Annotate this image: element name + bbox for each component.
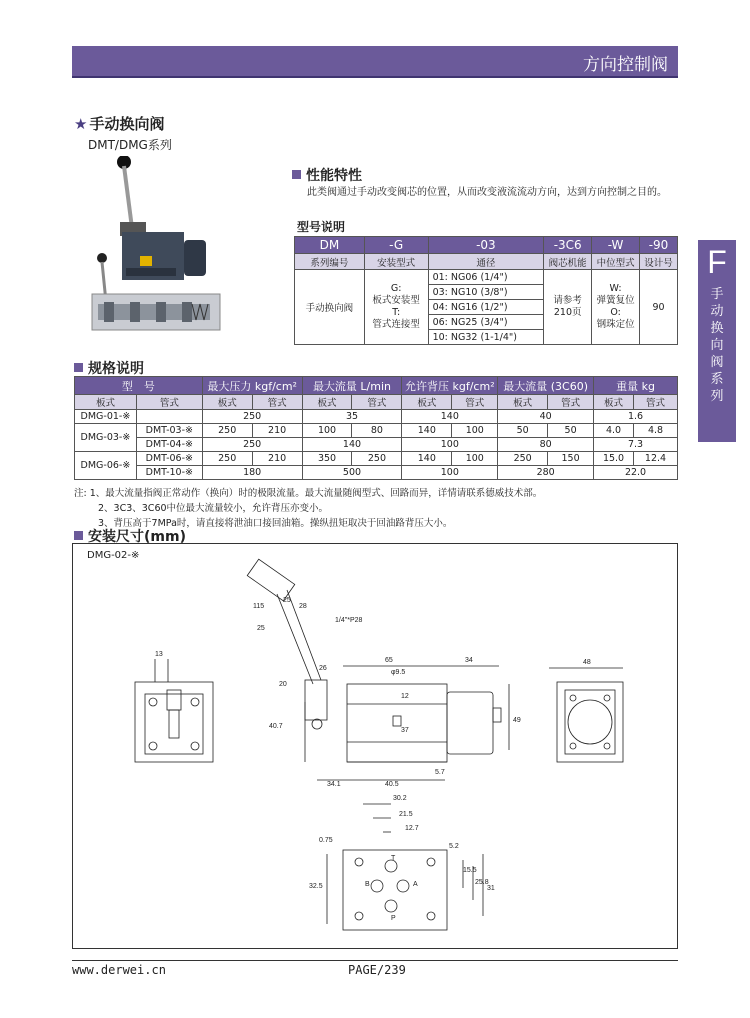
dim-label: 21.5	[399, 811, 413, 818]
side-tab	[698, 240, 736, 442]
drawing-svg	[73, 544, 677, 948]
notes	[74, 486, 542, 531]
size-cell: 03: NG10 (3/8")	[428, 285, 544, 300]
spec-cell: 140	[402, 452, 452, 466]
spec-subheader: 管式	[548, 395, 594, 410]
spec-cell: 4.0	[594, 424, 634, 438]
product-title-row	[74, 113, 164, 134]
footer-page: PAGE/239	[348, 963, 406, 977]
right-view-body	[557, 682, 623, 762]
spec-subheader: 板式	[594, 395, 634, 410]
label-cell: 中位型式	[592, 254, 640, 270]
port-label: P	[391, 915, 396, 922]
dim-label: 12	[401, 693, 409, 700]
product-series: DMT/DMG系列	[88, 138, 172, 152]
spec-cell: DMT-04-※	[136, 438, 202, 452]
spec-subheader: 板式	[202, 395, 252, 410]
label-cell: 阀芯机能	[544, 254, 592, 270]
spec-cell: 350	[302, 452, 352, 466]
features-text: 此类阀通过手动改变阀芯的位置，从而改变液流流动方向，达到方向控制之目的。	[307, 187, 667, 198]
spec-subheader: 管式	[136, 395, 202, 410]
header-bar	[72, 46, 678, 78]
spec-cell: 50	[498, 424, 548, 438]
dim-label: 20	[279, 681, 287, 688]
dim-label: 32.5	[309, 883, 323, 890]
spec-subheader: 管式	[634, 395, 678, 410]
dim-label: 28	[299, 603, 307, 610]
mount-line: 管式连接型	[372, 319, 420, 330]
model-code-table	[294, 236, 678, 345]
dim-label: 25.8	[475, 879, 489, 886]
spec-cell	[136, 410, 202, 424]
dim-label: 30.2	[393, 795, 407, 802]
center-cell	[592, 270, 640, 345]
dimensions-title: 安装尺寸(mm)	[88, 529, 186, 545]
spec-cell: 140	[302, 438, 402, 452]
dim-label: 5.2	[449, 843, 459, 850]
spec-header: 最大压力 kgf/cm²	[202, 377, 302, 395]
dim-label: φ9.5	[391, 669, 406, 676]
mount-cell	[364, 270, 428, 345]
label-cell: 系列编号	[295, 254, 365, 270]
dim-label: 1/4"*P28	[335, 617, 363, 624]
spec-cell: 250	[352, 452, 402, 466]
spec-subheader: 管式	[452, 395, 498, 410]
label-cell: 安装型式	[364, 254, 428, 270]
spec-header: 重量 kg	[594, 377, 678, 395]
star-icon: ★	[74, 115, 88, 133]
spec-cell: DMT-06-※	[136, 452, 202, 466]
spool-line: 210页	[553, 307, 582, 318]
section-marker-icon	[74, 531, 83, 540]
footer-website: www.derwei.cn	[72, 963, 166, 977]
spec-cell: DMG-01-※	[75, 410, 137, 424]
mount-line: T:	[392, 307, 401, 318]
spec-cell: 100	[452, 452, 498, 466]
spec-cell: 100	[302, 424, 352, 438]
code-cell: -03	[428, 237, 544, 254]
spec-subheader: 板式	[498, 395, 548, 410]
page-category-title: 方向控制阀	[583, 55, 668, 75]
spec-cell: 140	[402, 424, 452, 438]
spec-cell: 1.6	[594, 410, 678, 424]
spec-subheader: 管式	[252, 395, 302, 410]
dim-label: 5.7	[435, 769, 445, 776]
spec-cell: 250	[498, 452, 548, 466]
spec-cell: 100	[452, 424, 498, 438]
spec-title: 规格说明	[88, 361, 144, 377]
spec-cell: 22.0	[594, 466, 678, 480]
spec-cell: 140	[402, 410, 498, 424]
spec-cell: 35	[302, 410, 402, 424]
size-cell: 04: NG16 (1/2")	[428, 300, 544, 315]
spool-line: 请参考	[553, 295, 582, 306]
features-title-row	[292, 165, 362, 185]
code-cell: -90	[640, 237, 678, 254]
spec-cell: 80	[352, 424, 402, 438]
spec-cell: 250	[202, 452, 252, 466]
product-photo	[84, 156, 244, 338]
spec-title-row	[74, 358, 144, 378]
note-line: 2、3C3、3C60中位最大流量较小，允许背压亦变小。	[98, 503, 329, 514]
spec-cell: 80	[498, 438, 594, 452]
spec-cell: 50	[548, 424, 594, 438]
spec-cell: 280	[498, 466, 594, 480]
spec-cell: 150	[548, 452, 594, 466]
dim-label: 26	[319, 665, 327, 672]
size-cell: 06: NG25 (3/4")	[428, 315, 544, 330]
spec-cell: DMG-06-※	[75, 452, 137, 480]
spec-subheader: 板式	[402, 395, 452, 410]
model-label-row	[295, 254, 678, 270]
dim-label: 25	[283, 597, 291, 604]
spec-cell: 500	[302, 466, 402, 480]
spec-row	[75, 466, 678, 480]
port-label: B	[365, 881, 370, 888]
spec-cell: 100	[402, 438, 498, 452]
product-title: 手动换向阀	[89, 115, 165, 133]
spec-row	[75, 410, 678, 424]
note-line: 3、背压高于7MPa时，请直接将泄油口接回油箱。操纵扭矩取决于回油路背压大小。	[98, 518, 453, 529]
spec-row	[75, 438, 678, 452]
dim-label: 40.7	[269, 723, 283, 730]
dim-label: 25	[257, 625, 265, 632]
code-cell: DM	[295, 237, 365, 254]
spec-cell: 4.8	[634, 424, 678, 438]
spec-header: 最大流量 L/min	[302, 377, 402, 395]
dim-label: 34	[465, 657, 473, 664]
dim-label: 0.75	[319, 837, 333, 844]
section-marker-icon	[292, 170, 301, 179]
features-title: 性能特性	[306, 168, 362, 184]
mount-line: G:	[390, 283, 402, 294]
center-line: W:	[609, 283, 622, 294]
code-cell: -3C6	[544, 237, 592, 254]
spec-cell: 40	[498, 410, 594, 424]
spec-cell: 15.0	[594, 452, 634, 466]
model-detail-row	[295, 270, 678, 285]
center-line: O:	[610, 307, 621, 318]
spec-header: 最大流量 (3C60)	[498, 377, 594, 395]
dimension-drawing	[72, 543, 678, 949]
spec-cell: 210	[252, 452, 302, 466]
spool-cell	[544, 270, 592, 345]
label-cell: 通径	[428, 254, 544, 270]
dim-label: 37	[401, 727, 409, 734]
footer-divider	[72, 960, 678, 961]
spec-cell: 250	[202, 438, 302, 452]
code-cell: -G	[364, 237, 428, 254]
spec-cell: 100	[402, 466, 498, 480]
side-tab-text: 手动换向阀系列	[710, 287, 724, 404]
spec-subheader-row	[75, 395, 678, 410]
model-title: 型号说明	[297, 220, 346, 234]
dim-label: 48	[583, 659, 591, 666]
spec-cell: 7.3	[594, 438, 678, 452]
spec-header-row	[75, 377, 678, 395]
side-tab-letter: F	[707, 244, 727, 280]
code-cell: -W	[592, 237, 640, 254]
dim-label: 49	[513, 717, 521, 724]
spec-cell: DMT-10-※	[136, 466, 202, 480]
spec-cell: DMG-03-※	[75, 424, 137, 452]
model-code-row	[295, 237, 678, 254]
dim-label: 31	[487, 885, 495, 892]
spec-cell: 250	[202, 424, 252, 438]
note-line: 注: 1、最大流量指阀正常动作（换向）时的极限流量。最大流量随阀型式、回路而异，详情请联系德威技术部。	[74, 488, 543, 499]
mount-line: 板式安装型	[372, 295, 420, 306]
section-marker-icon	[74, 363, 83, 372]
spec-subheader: 板式	[75, 395, 137, 410]
spec-row	[75, 452, 678, 466]
label-cell: 设计号	[640, 254, 678, 270]
spec-subheader: 板式	[302, 395, 352, 410]
dim-label: 15.5	[463, 867, 477, 874]
left-view-face	[145, 694, 203, 754]
spec-cell: 210	[252, 424, 302, 438]
dim-label: 13	[155, 651, 163, 658]
dim-label: 34.1	[327, 781, 341, 788]
spec-cell: 12.4	[634, 452, 678, 466]
dim-label: 40.5	[385, 781, 399, 788]
spec-row	[75, 424, 678, 438]
port-label: T	[391, 855, 396, 862]
spec-header: 允许背压 kgf/cm²	[402, 377, 498, 395]
front-view-body	[347, 684, 447, 762]
design-cell: 90	[640, 270, 678, 345]
size-cell: 10: NG32 (1-1/4")	[428, 330, 544, 345]
center-line: 钢珠定位	[596, 319, 635, 330]
series-name-cell: 手动换向阀	[295, 270, 365, 345]
port-label: A	[413, 881, 418, 888]
drawing-model: DMG-02-※	[87, 550, 140, 561]
spec-cell: DMT-03-※	[136, 424, 202, 438]
dim-label: 65	[385, 657, 393, 664]
spec-header: 型 号	[75, 377, 203, 395]
dim-label: 12.7	[405, 825, 419, 832]
spec-cell: 180	[202, 466, 302, 480]
dim-label: 115	[253, 603, 265, 610]
center-line: 弹簧复位	[596, 295, 635, 306]
size-cell: 01: NG06 (1/4")	[428, 270, 544, 285]
spec-cell: 250	[202, 410, 302, 424]
spec-table	[74, 376, 678, 480]
spec-subheader: 管式	[352, 395, 402, 410]
